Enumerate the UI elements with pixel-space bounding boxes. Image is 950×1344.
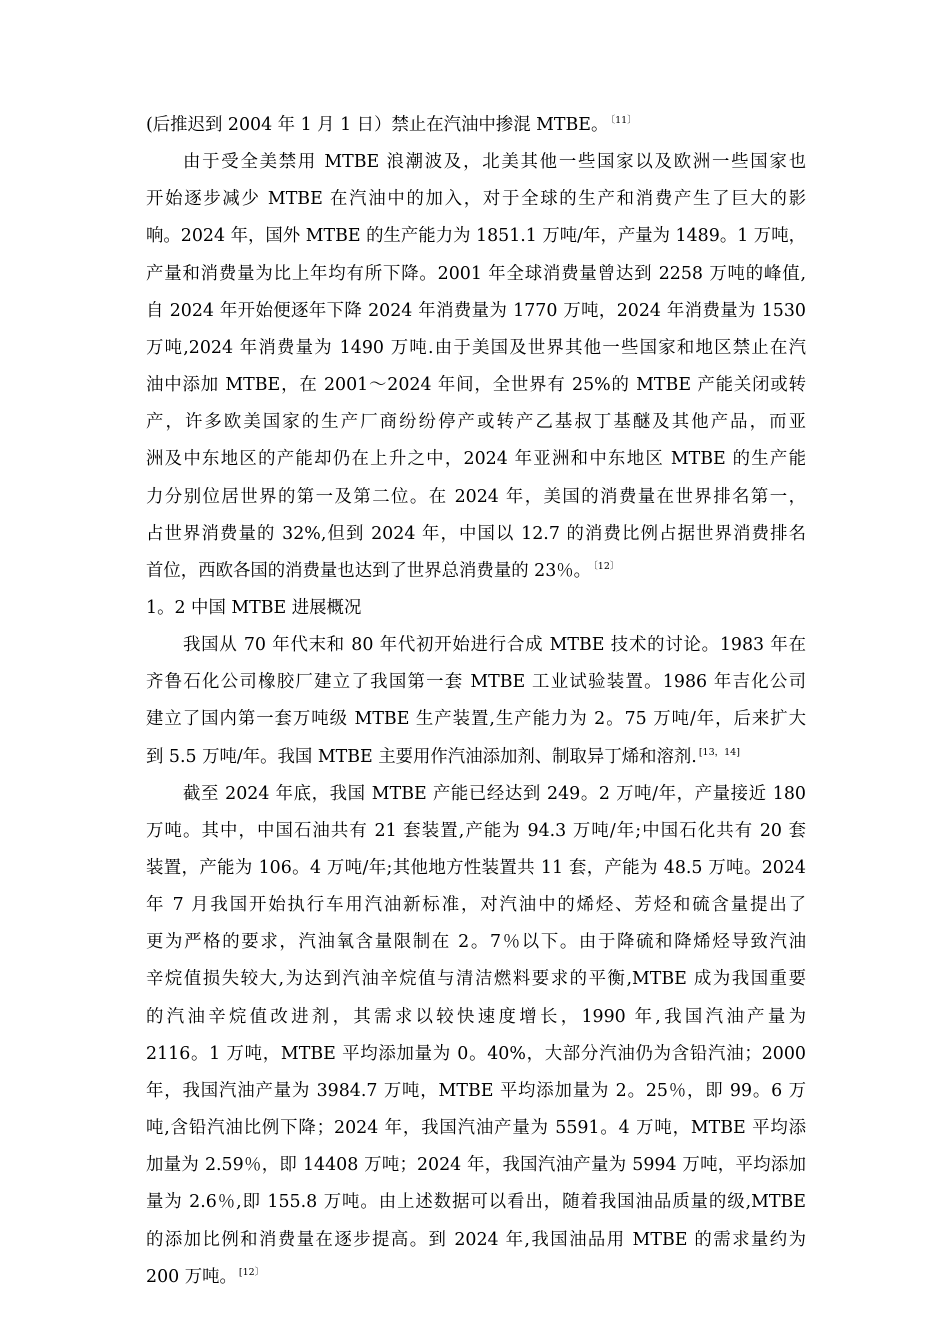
line-text: 万吨,2024 年消费量为 1490 万吨.由于美国及世界其他一些国家和地区禁止在汽 xyxy=(146,337,806,358)
line-text: 年，我国汽油产量为 3984.7 万吨，MTBE 平均添加量为 2。25％，即 99。6 万 xyxy=(146,1080,806,1101)
line-text: 的汽油辛烷值改进剂，其需求以较快速度增长，1990 年,我国汽油产量为 xyxy=(146,1006,806,1027)
line-text: 的添加比例和消费量在逐步提高。到 2024 年,我国油品用 MTBE 的需求量约为 xyxy=(146,1229,806,1250)
text-line xyxy=(146,1044,806,1066)
text-line xyxy=(146,189,806,211)
text-line xyxy=(146,487,806,509)
text-line xyxy=(146,1192,806,1214)
line-text: 油中添加 MTBE，在 2001～2024 年间，全世界有 25%的 MTBE 产能关闭或转 xyxy=(146,375,806,396)
text-line xyxy=(146,1007,806,1029)
line-text: 2116。1 万吨，MTBE 平均添加量为 0。40%，大部分汽油仍为含铅汽油；2000 xyxy=(146,1043,806,1064)
text-line xyxy=(146,709,806,731)
text-line xyxy=(183,635,806,657)
text-line xyxy=(146,524,806,546)
citation-reference: 〔11〕 xyxy=(610,115,637,126)
text-line xyxy=(146,226,806,248)
text-line xyxy=(146,1081,806,1103)
text-line xyxy=(146,561,806,583)
text-line xyxy=(146,895,806,917)
text-line xyxy=(146,1267,806,1289)
line-text: 万吨。其中，中国石油共有 21 套装置,产能为 94.3 万吨/年;中国石化共有 20 套 xyxy=(146,820,806,841)
line-text: 吨,含铅汽油比例下降；2024 年，我国汽油产量为 5591。4 万吨，MTBE 平均添 xyxy=(146,1118,806,1139)
text-line xyxy=(146,858,806,880)
citation-reference: [12〕 xyxy=(238,1266,265,1278)
text-line xyxy=(146,1155,806,1177)
line-text: 年 7 月我国开始执行车用汽油新标准，对汽油中的烯烃、芳烃和硫含量提出了 xyxy=(146,895,806,916)
line-text: 自 2024 年开始便逐年下降 2024 年消费量为 1770 万吨，2024 年消费量为 1530 xyxy=(146,300,806,321)
line-text: 洲及中东地区的产能却仍在上升之中，2024 年亚洲和中东地区 MTBE 的生产能 xyxy=(146,449,806,470)
line-text: 200 万吨。 xyxy=(146,1266,237,1287)
text-line xyxy=(183,784,806,806)
text-line xyxy=(146,412,806,434)
text-line xyxy=(146,747,806,769)
line-text: 力分别位居世界的第一及第二位。在 2024 年，美国的消费量在世界排名第一， xyxy=(146,486,806,507)
line-text: 响。2024 年，国外 MTBE 的生产能力为 1851.1 万吨/年，产量为 1489。1 万吨， xyxy=(146,226,806,247)
line-text: 建立了国内第一套万吨级 MTBE 生产装置,生产能力为 2。75 万吨/年，后来扩大 xyxy=(146,709,806,730)
line-text: 齐鲁石化公司橡胶厂建立了我国第一套 MTBE 工业试验装置。1986 年吉化公司 xyxy=(146,672,806,693)
line-text: 占世界消费量的 32%,但到 2024 年，中国以 12.7 的消费比例占据世界消费排名 xyxy=(146,523,806,544)
line-text: 产，许多欧美国家的生产厂商纷纷停产或转产乙基叔丁基醚及其他产品，而亚 xyxy=(146,412,806,433)
line-text: 我国从 70 年代末和 80 年代初开始进行合成 MTBE 技术的讨论。1983 年在 xyxy=(183,635,806,656)
text-line xyxy=(146,264,806,286)
text-line xyxy=(146,115,806,137)
line-text: 开始逐步减少 MTBE 在汽油中的加入，对于全球的生产和消费产生了巨大的影 xyxy=(146,189,806,210)
text-line xyxy=(146,1118,806,1140)
line-text: 1。2 中国 MTBE 进展概况 xyxy=(146,597,362,618)
citation-reference: 〔12〕 xyxy=(593,560,620,572)
line-text: 截至 2024 年底，我国 MTBE 产能已经达到 249。2 万吨/年，产量接近 180 xyxy=(183,783,806,804)
line-text: 首位，西欧各国的消费量也达到了世界总消费量的 23％。 xyxy=(146,560,592,581)
line-text: 由于受全美禁用 MTBE 浪潮波及，北美其他一些国家以及欧洲一些国家也 xyxy=(183,152,806,173)
text-line xyxy=(146,301,806,323)
text-line xyxy=(146,449,806,471)
citation-reference: [13，14] xyxy=(698,746,740,758)
text-line xyxy=(146,821,806,843)
line-text: 辛烷值损失较大,为达到汽油辛烷值与清洁燃料要求的平衡,MTBE 成为我国重要 xyxy=(146,969,806,990)
text-line xyxy=(146,338,806,360)
text-line xyxy=(146,969,806,991)
line-text: 更为严格的要求，汽油氧含量限制在 2。7％以下。由于降硫和降烯烃导致汽油 xyxy=(146,932,806,953)
line-text: 量为 2.6％,即 155.8 万吨。由上述数据可以看出，随着我国油品质量的级,MTBE xyxy=(146,1192,806,1213)
line-text: 加量为 2.59％，即 14408 万吨；2024 年，我国汽油产量为 5994 万吨，平均添加 xyxy=(146,1155,806,1176)
line-text: 装置，产能为 106。4 万吨/年;其他地方性装置共 11 套，产能为 48.5 万吨。2024 xyxy=(146,858,806,878)
line-text: 到 5.5 万吨/年。我国 MTBE 主要用作汽油添加剂、制取异丁烯和溶剂. xyxy=(146,746,697,767)
text-line xyxy=(146,1230,806,1252)
line-text: 产量和消费量为比上年均有所下降。2001 年全球消费量曾达到 2258 万吨的峰值, xyxy=(146,263,806,284)
heading-text xyxy=(146,598,806,620)
line-text: (后推迟到 2004 年 1 月 1 日）禁止在汽油中掺混 MTBE。 xyxy=(146,115,609,135)
text-line xyxy=(146,375,806,397)
text-line xyxy=(183,152,806,174)
text-line xyxy=(146,932,806,954)
text-line xyxy=(146,672,806,694)
